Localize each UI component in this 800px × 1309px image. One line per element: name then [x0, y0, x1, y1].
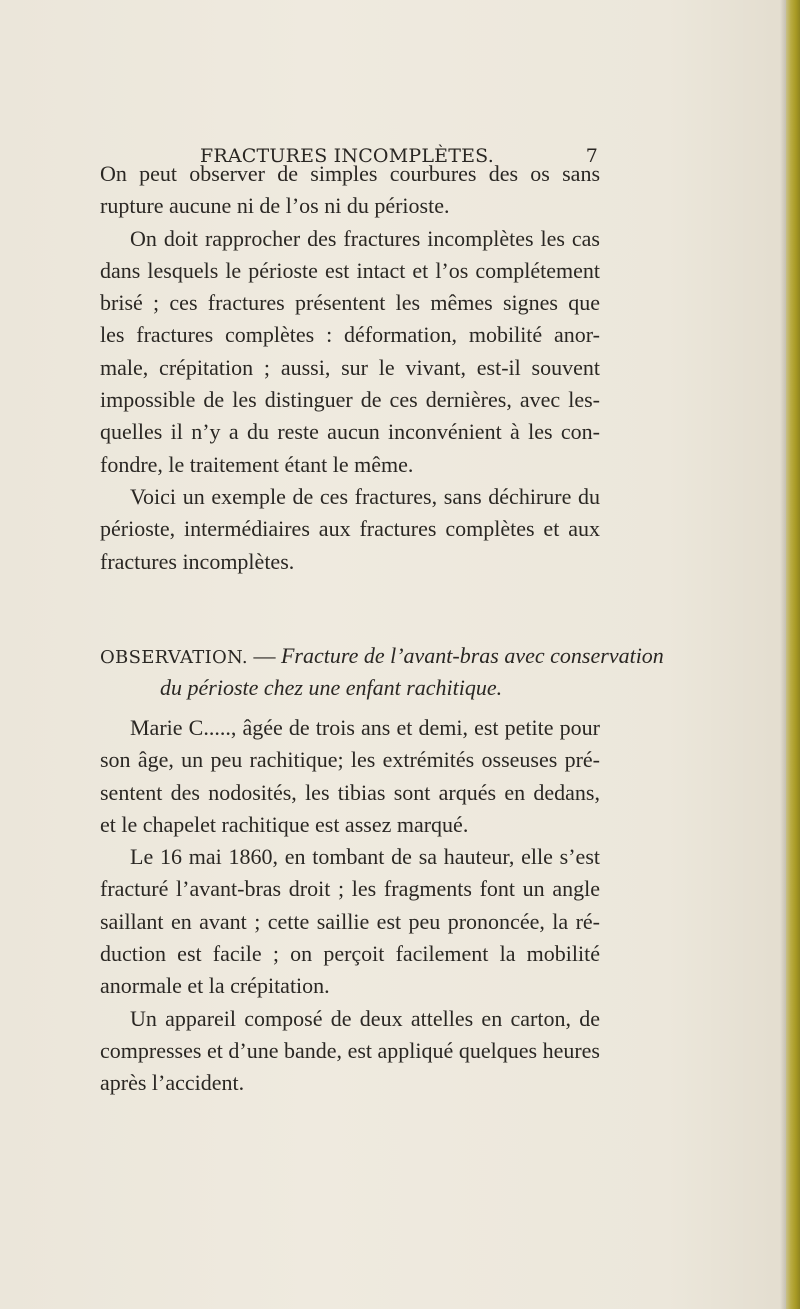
text-line: sentent des nodosités, les tibias sont arqués en dedans,: [100, 779, 600, 805]
observation-heading-line-1: [100, 640, 664, 672]
text-line: rupture aucune ni de l’os ni du périoste.: [100, 193, 450, 219]
text-line: Marie C....., âgée de trois ans et demi, est petite pour: [130, 715, 600, 740]
text-line: On doit rapprocher des fractures incomplètes les cas: [130, 225, 600, 251]
observation-heading: [100, 640, 664, 704]
text-line: périoste, intermédiaires aux fractures complètes et aux: [100, 516, 600, 542]
text-line: male, crépitation ; aussi, sur le vivant, est-il souvent: [100, 354, 600, 380]
body-text-bottom: [100, 712, 600, 1100]
text-line: après l’accident.: [100, 1070, 245, 1096]
observation-title-2: du périoste chez une enfant rachitique.: [160, 675, 503, 700]
text-line: brisé ; ces fractures présentent les mêmes signes que: [100, 290, 600, 316]
text-line: les fractures complètes : déformation, mobilité anor-: [100, 322, 600, 348]
text-line: Un appareil composé de deux attelles en carton, de: [130, 1005, 600, 1031]
observation-label: OBSERVATION.: [100, 647, 248, 668]
text-line: fracturé l’avant-bras droit ; les fragments font un angle: [100, 876, 600, 902]
page-edge-binding: [786, 0, 800, 1309]
running-title: FRACTURES INCOMPLÈTES.: [200, 145, 494, 167]
text-line: son âge, un peu rachitique; les extrémités osseuses pré-: [100, 747, 600, 773]
text-line: Le 16 mai 1860, en tombant de sa hauteur, elle s’est: [130, 844, 600, 870]
text-line: impossible de les distinguer de ces dernières, avec les-: [100, 387, 600, 413]
text-line: Voici un exemple de ces fractures, sans déchirure du: [130, 483, 600, 509]
text-line: saillant en avant ; cette saillie est peu prononcée, la ré-: [100, 908, 600, 934]
text-line: compresses et d’une bande, est appliqué quelques heures: [100, 1037, 600, 1063]
text-line: fondre, le traitement étant le même.: [100, 451, 414, 477]
text-line: quelles il n’y a du reste aucun inconvénient à les con-: [100, 419, 600, 445]
page-number: 7: [585, 145, 598, 167]
text-line: anormale et la crépitation.: [100, 973, 330, 999]
text-line: On peut observer de simples courbures des os sans: [100, 161, 600, 186]
text-line: fractures incomplètes.: [100, 548, 295, 574]
observation-dash: —: [247, 643, 281, 668]
body-text-top: [100, 158, 600, 578]
text-line: dans lesquels le périoste est intact et l’os complétement: [100, 257, 600, 283]
text-line: duction est facile ; on perçoit facilement la mobilité: [100, 941, 600, 967]
observation-title-1: Fracture de l’avant-bras avec conservation: [280, 643, 664, 668]
text-line: et le chapelet rachitique est assez marqué.: [100, 811, 469, 837]
